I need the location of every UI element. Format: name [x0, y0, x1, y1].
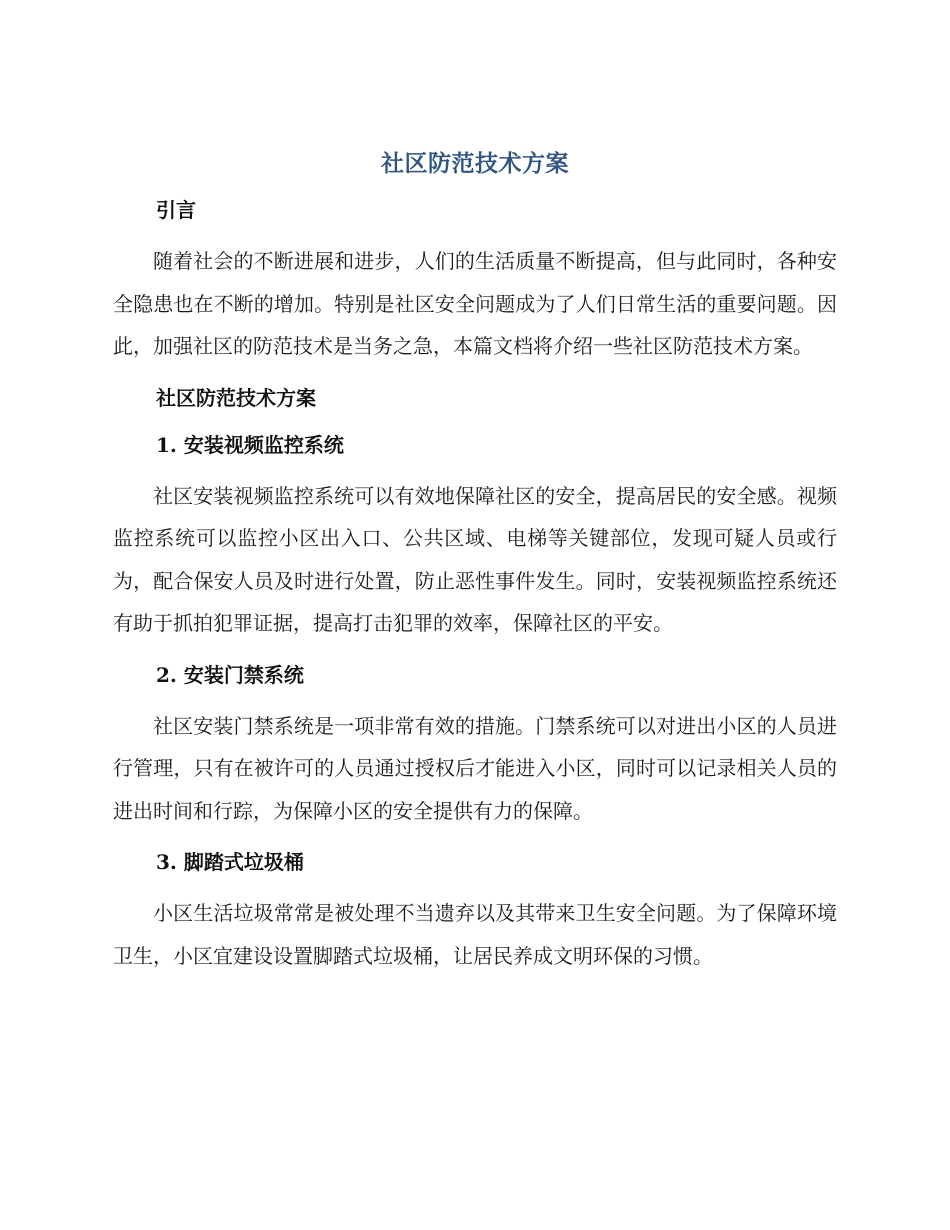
spacer [113, 227, 837, 240]
section-heading: 社区防范技术方案 [156, 385, 316, 410]
section-3-heading: 3. 脚踏式垃圾桶 [156, 850, 304, 874]
section-2-paragraph: 社区安装门禁系统是一项非常有效的措施。门禁系统可以对进出小区的人员进行管理，只有在被许可的人员通过授权后才能进入小区，同时可以记录相关人员的进出时间和行踪，为保障小区的安全提供有力的保障。 [113, 713, 837, 823]
intro-paragraph: 随着社会的不断进展和进步，人们的生活质量不断提高，但与此同时，各种安全隐患也在不断的增加。特别是社区安全问题成为了人们日常生活的重要问题。因此，加强社区的防范技术是当务之急，本篇文档将介绍一些社区防范技术方案。 [113, 249, 837, 358]
spacer [113, 415, 837, 428]
document-title: 社区防范技术方案 [381, 150, 569, 177]
spacer [113, 879, 837, 892]
spacer [113, 462, 837, 475]
spacer [113, 692, 837, 705]
intro-heading: 引言 [156, 198, 196, 222]
section-1-paragraph: 社区安装视频监控系统可以有效地保障社区的安全，提高居民的安全感。视频监控系统可以监控小区出入口、公共区域、电梯等关键部位，发现可疑人员或行为，配合保安人员及时进行处置，防止恶性事件发生。同时，安装视频监控系统还有助于抓拍犯罪证据，提高打击犯罪的效率，保障社区的平安。 [113, 483, 837, 635]
section-2-heading: 2. 安装门禁系统 [156, 662, 304, 687]
spacer [113, 368, 837, 381]
section-1-heading: 1. 安装视频监控系统 [156, 432, 344, 457]
section-3-paragraph: 小区生活垃圾常常是被处理不当遗弃以及其带来卫生安全问题。为了保障环境卫生，小区宜建设设置脚踏式垃圾桶，让居民养成文明环保的习惯。 [113, 901, 837, 968]
spacer [113, 645, 837, 658]
spacer [113, 832, 837, 845]
